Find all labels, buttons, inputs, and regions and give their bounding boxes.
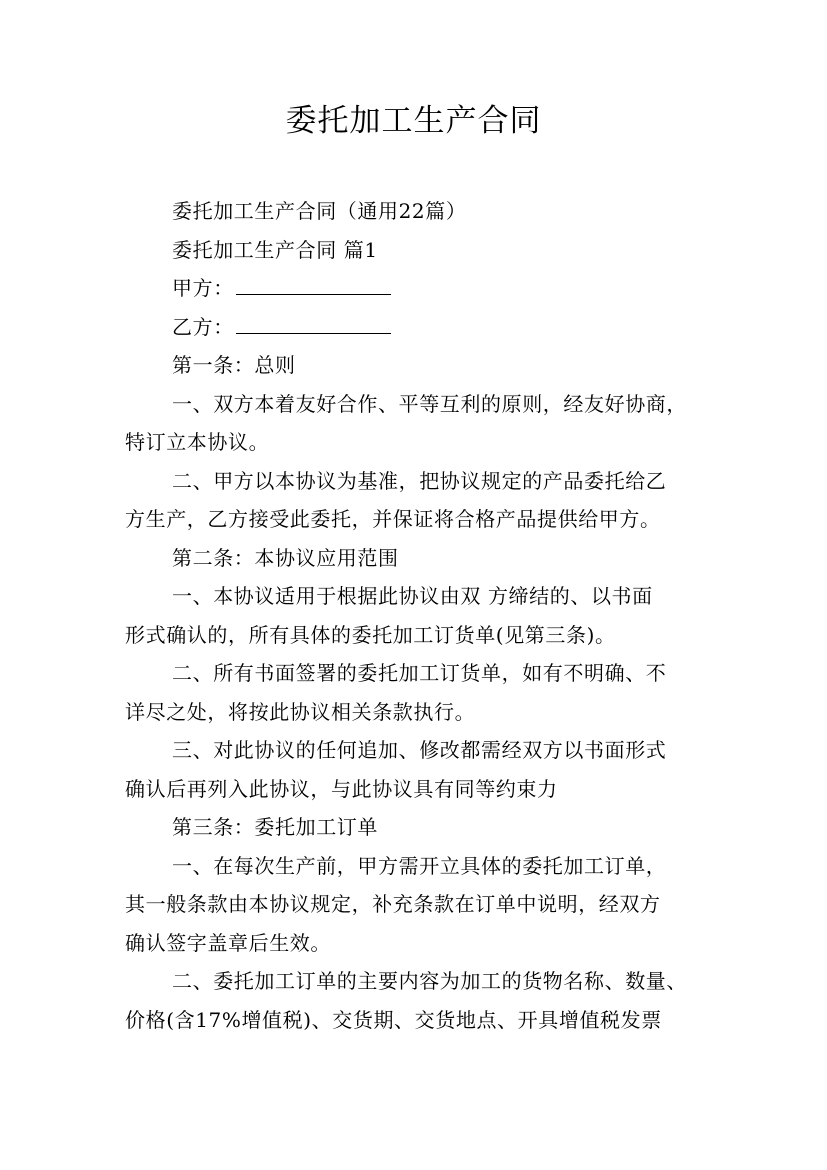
paragraph-line: [125, 1001, 715, 1040]
line-text: 甲方：: [172, 276, 234, 300]
paragraph-line: [125, 231, 715, 270]
line-text: 第二条：本协议应用范围: [172, 545, 399, 570]
line-text: 第一条：总则: [172, 353, 296, 377]
line-text: 其一般条款由本协议规定，补充条款在订单中说明，经双方: [125, 892, 661, 916]
line-text: 第三条：委托加工订单: [172, 815, 378, 839]
paragraph-line: [125, 500, 715, 539]
party-line: [125, 308, 715, 347]
document-title: 委托加工生产合同: [285, 103, 542, 139]
paragraph-line: [125, 885, 715, 924]
paragraph-line: [125, 616, 715, 655]
document-body: [125, 192, 715, 1039]
party-line: [125, 269, 715, 308]
paragraph-line: [125, 924, 715, 963]
line-text: 乙方：: [172, 314, 234, 339]
paragraph-line: [125, 654, 715, 693]
line-text: 详尽之处，将按此协议相关条款执行。: [125, 699, 476, 724]
paragraph-line: [125, 577, 715, 616]
paragraph-line: [125, 770, 715, 809]
paragraph-line: [125, 847, 715, 886]
line-text: 二、委托加工订单的主要内容为加工的货物名称、数量、: [172, 969, 687, 993]
line-text: 特订立本协议。: [125, 430, 270, 454]
paragraph-line: [125, 731, 715, 770]
line-text: 二、所有书面签署的委托加工订货单，如有不明确、不: [172, 661, 667, 685]
paragraph-line: [125, 962, 715, 1001]
line-text: 一、本协议适用于根据此协议由双 方缔结的、以书面: [172, 584, 653, 608]
line-text: 价格(含17%增值税)、交货期、交货地点、开具增值税发票: [125, 1007, 662, 1032]
signature-blank: [236, 272, 391, 295]
line-text: 确认签字盖章后生效。: [125, 930, 331, 955]
line-text: 三、对此协议的任何追加、修改都需经双方以书面形式: [172, 738, 667, 762]
line-text: 一、双方本着友好合作、平等互利的原则，经友好协商，: [172, 391, 687, 416]
line-text: 委托加工生产合同（通用22篇）: [172, 199, 467, 223]
paragraph-line: [125, 385, 715, 424]
paragraph-line: [125, 462, 715, 501]
paragraph-line: [125, 423, 715, 462]
paragraph-line: [125, 693, 715, 732]
line-text: 确认后再列入此协议，与此协议具有同等约束力: [125, 776, 558, 801]
paragraph-line: [125, 808, 715, 847]
line-text: 一、在每次生产前，甲方需开立具体的委托加工订单，: [172, 853, 667, 878]
paragraph-line: [125, 539, 715, 578]
signature-blank: [236, 311, 391, 334]
line-text: 方生产，乙方接受此委托，并保证将合格产品提供给甲方。: [125, 507, 661, 531]
paragraph-line: [125, 192, 715, 231]
line-text: 形式确认的，所有具体的委托加工订货单(见第三条)。: [125, 622, 616, 647]
paragraph-line: [125, 346, 715, 385]
line-text: 二、甲方以本协议为基准，把协议规定的产品委托给乙: [172, 468, 667, 493]
line-text: 委托加工生产合同 篇1: [172, 237, 378, 262]
